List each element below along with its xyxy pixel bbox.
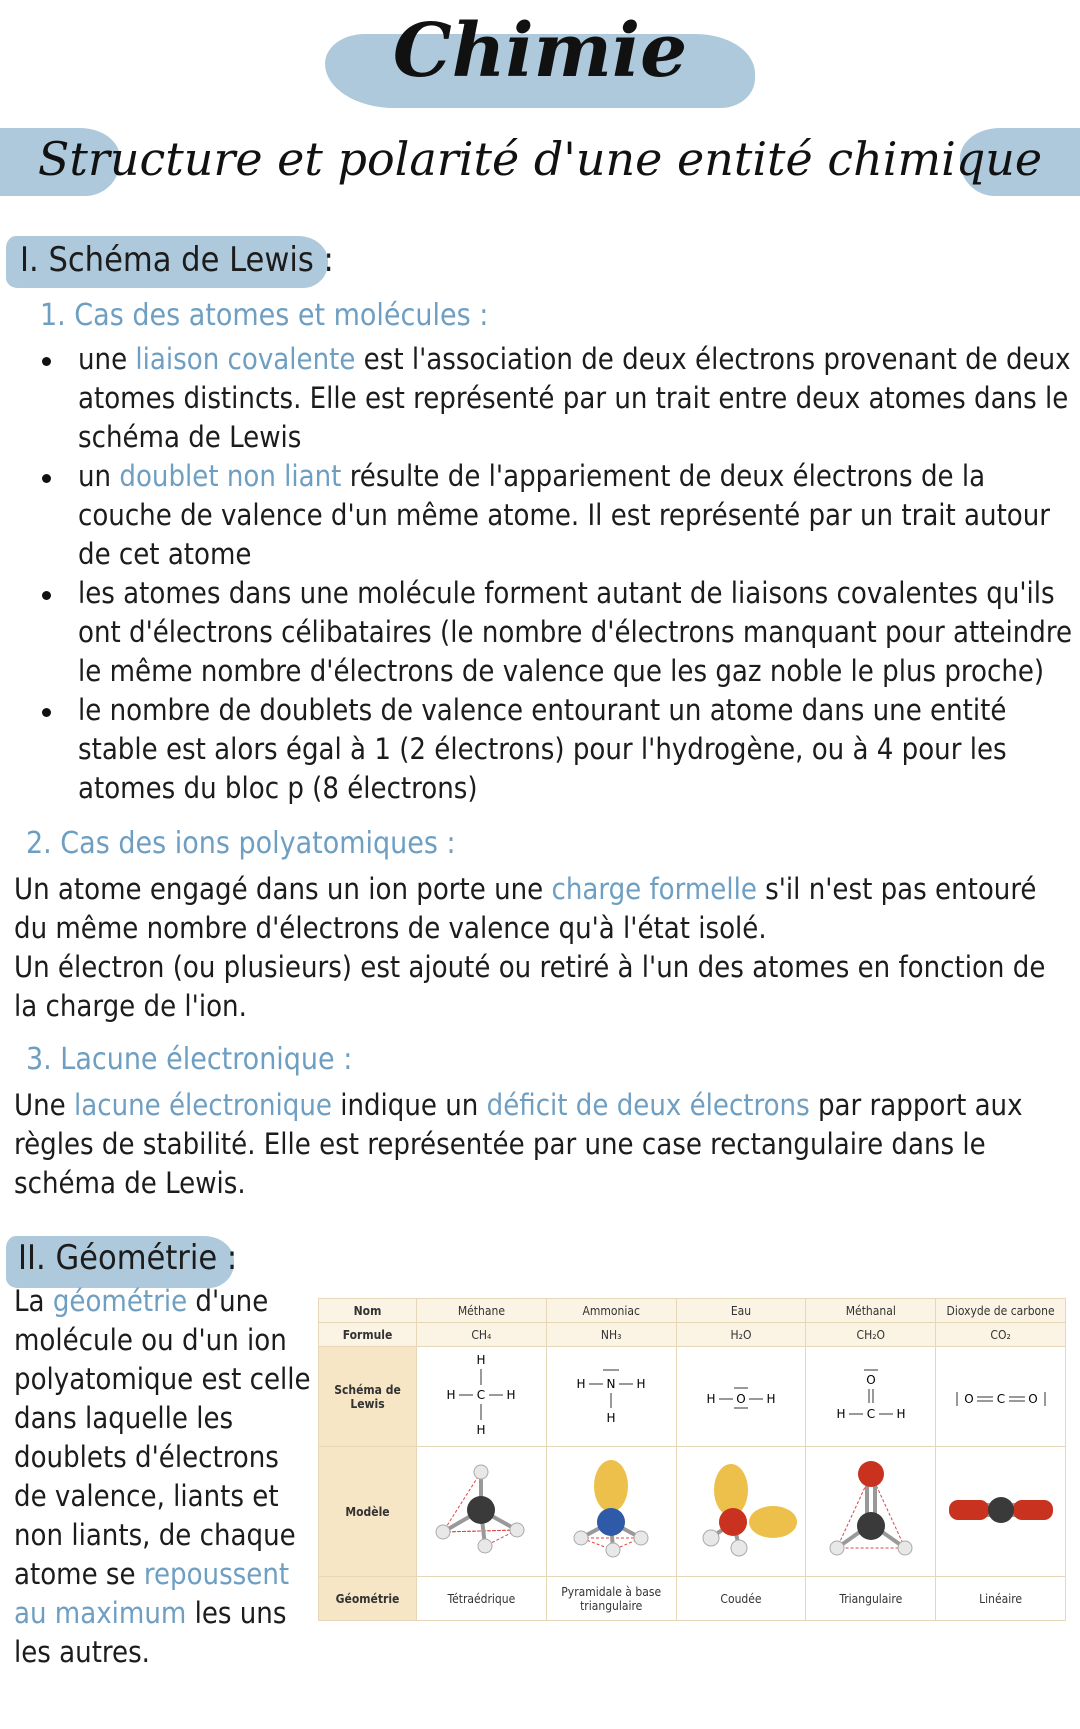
methane-model-icon [421,1450,541,1570]
atom-label: H [476,1353,486,1367]
row-label-nom: Nom [319,1299,417,1323]
atom-label: H [576,1377,586,1391]
model-co2 [936,1447,1066,1577]
cell-geometrie-eau: Coudée [676,1577,806,1621]
lewis-methane [417,1347,547,1447]
sub3-paragraph: Une lacune électronique indique un déficit de deux électrons par rapport aux règles de stabilité. Elle est représentée par une case rectangulaire dans le schéma de Lewis. [14,1088,1023,1200]
cell-geometrie-ammoniac: Pyramidale à base triangulaire [546,1577,676,1621]
atom-label: C [477,1388,486,1402]
lewis-methanal-diagram [811,1350,931,1440]
atom-label: N [606,1377,616,1391]
highlight-term: géométrie [52,1284,188,1318]
sub1-heading: 1. Cas des atomes et molécules : [40,298,489,333]
highlight-term: déficit de deux électrons [486,1088,810,1122]
methanal-model-icon [811,1450,931,1570]
list-item: le nombre de doublets de valence entourant un atome dans une entité stable est alors égal à 1 (2 électrons) pour l'hydrogène, ou à 4 pour les atomes du bloc p (8 électrons) [28,691,1073,808]
cell-formule-methane: CH₄ [417,1323,547,1347]
atom-label: H [446,1388,456,1402]
table-row [319,1347,1066,1447]
atom-label: O [866,1373,876,1387]
lewis-co2 [936,1347,1066,1447]
atom-label: H [706,1392,716,1406]
sub3-heading: 3. Lacune électronique : [26,1042,353,1077]
atom-label: H [766,1392,776,1406]
sub2-paragraph-2: Un électron (ou plusieurs) est ajouté ou retiré à l'un des atomes en fonction de la charge de l'ion. [14,950,1046,1023]
section1-heading: I. Schéma de Lewis : [20,240,334,280]
geometry-table [318,1298,1066,1621]
model-methanal [806,1447,936,1577]
lewis-ammoniac-diagram [551,1350,671,1440]
cell-formule-eau: H₂O [676,1323,806,1347]
row-label-modele: Modèle [319,1447,417,1577]
list-item: un doublet non liant résulte de l'appariement de deux électrons de la couche de valence d'un même atome. Il est représenté par un trait autour de cet atome [28,457,1073,574]
atom-label: H [476,1423,486,1437]
list-item: une liaison covalente est l'association de deux électrons provenant de deux atomes distincts. Elle est représenté par un trait entre deux atomes dans le schéma de Lewis [28,340,1073,457]
atom-label: H [606,1411,616,1425]
highlight-term: charge formelle [551,872,757,906]
row-label-geometrie: Géométrie [319,1577,417,1621]
eau-model-icon [681,1450,801,1570]
atom-label: C [996,1392,1005,1406]
highlight-term: doublet non liant [119,459,342,493]
lewis-bullet-list [28,340,1073,808]
lewis-eau [676,1347,806,1447]
page-subtitle: Structure et polarité d'une entité chimique [37,132,1043,186]
cell-formule-methanal: CH₂O [806,1323,936,1347]
atom-label: O [736,1392,746,1406]
lewis-eau-diagram [681,1350,801,1440]
cell-formule-co2: CO₂ [936,1323,1066,1347]
lewis-ammoniac [546,1347,676,1447]
highlight-term: repoussent au maximum [14,1557,290,1630]
atom-label: O [1027,1392,1038,1406]
atom-label: H [506,1388,516,1402]
page-title: Chimie [392,8,688,94]
atom-label: H [636,1377,646,1391]
cell-geometrie-methanal: Triangulaire [806,1577,936,1621]
atom-label: C [866,1407,875,1421]
atom-label: H [896,1407,906,1421]
row-label-schema: Schéma de Lewis [319,1347,417,1447]
geometry-paragraph: La géométrie d'une molécule ou d'un ion polyatomique est celle dans laquelle les doublets d'électrons de valence, liants et non liants, de chaque atome se repoussent au maximum les uns les autres. [14,1284,311,1669]
sub2-heading: 2. Cas des ions polyatomiques : [26,826,456,861]
cell-nom-co2: Dioxyde de carbone [936,1299,1066,1323]
table-row [319,1577,1066,1621]
table-row [319,1299,1066,1323]
table-row [319,1447,1066,1577]
table-row [319,1323,1066,1347]
cell-nom-eau: Eau [676,1299,806,1323]
cell-formule-ammoniac: NH₃ [546,1323,676,1347]
cell-geometrie-co2: Linéaire [936,1577,1066,1621]
section2-heading: II. Géométrie : [18,1238,238,1278]
atom-label: H [836,1407,846,1421]
sub2-paragraph-1: Un atome engagé dans un ion porte une charge formelle s'il n'est pas entouré du même nombre d'électrons de valence qu'à l'état isolé. [14,872,1037,945]
lewis-methanal [806,1347,936,1447]
model-methane [417,1447,547,1577]
lewis-co2-diagram [941,1350,1061,1440]
cell-nom-ammoniac: Ammoniac [546,1299,676,1323]
model-ammoniac [546,1447,676,1577]
ammoniac-model-icon [551,1450,671,1570]
cell-nom-methanal: Méthanal [806,1299,936,1323]
list-item: les atomes dans une molécule forment autant de liaisons covalentes qu'ils ont d'électrons célibataires (le nombre d'électrons manquant pour atteindre le même nombre d'électrons de valence que les gaz noble le plus proche) [28,574,1073,691]
co2-model-icon [941,1450,1061,1570]
row-label-formule: Formule [319,1323,417,1347]
model-eau [676,1447,806,1577]
cell-nom-methane: Méthane [417,1299,547,1323]
highlight-term: lacune électronique [73,1088,332,1122]
highlight-term: liaison covalente [135,342,356,376]
cell-geometrie-methane: Tétraédrique [417,1577,547,1621]
atom-label: O [963,1392,974,1406]
lewis-methane-diagram [421,1350,541,1440]
